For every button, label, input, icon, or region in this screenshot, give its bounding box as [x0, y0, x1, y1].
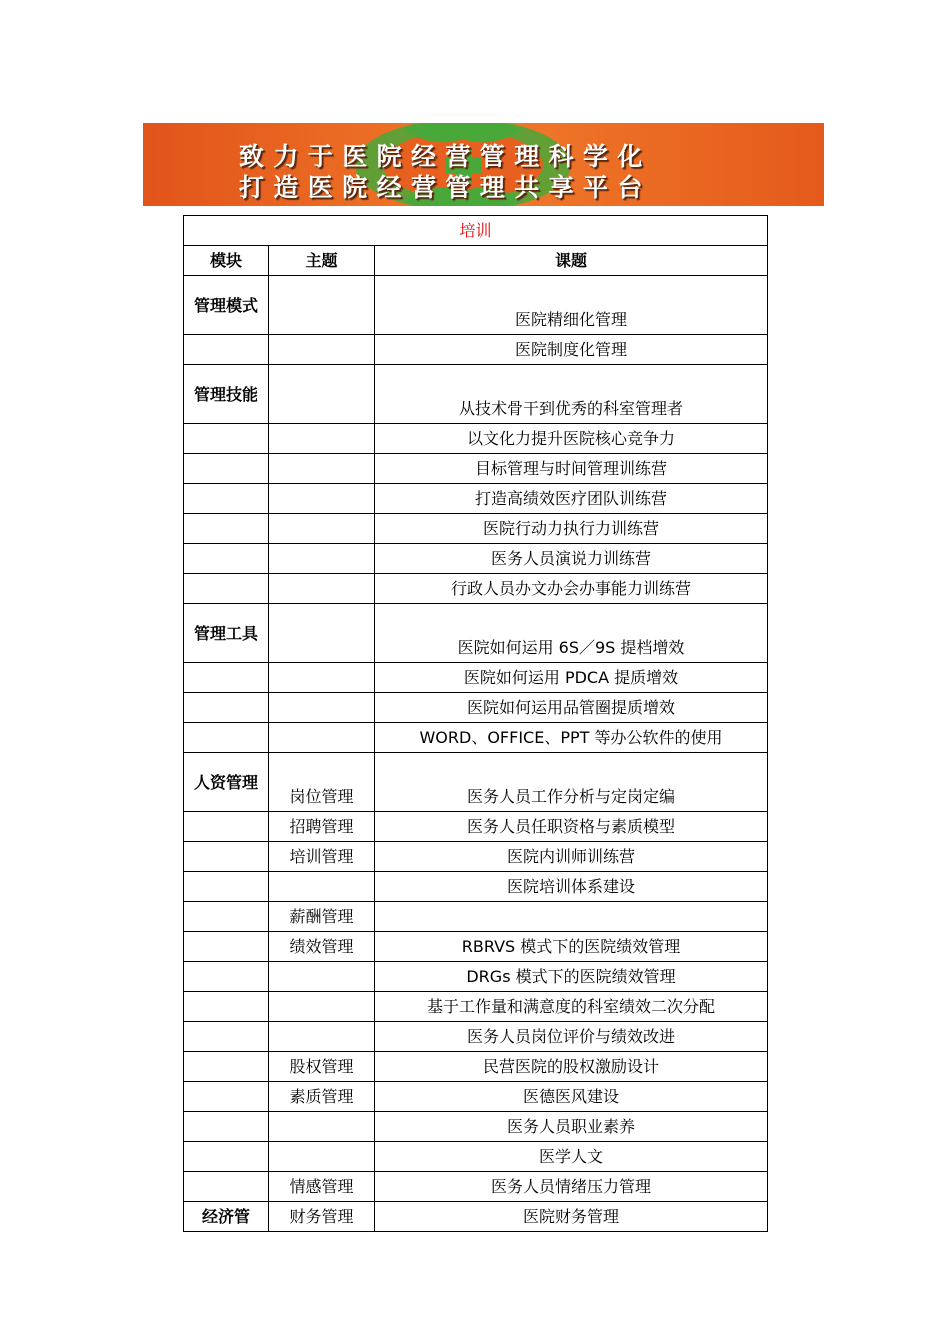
table-row	[184, 1142, 768, 1172]
theme-cell: 财务管理	[269, 1202, 375, 1232]
course-cell: 医务人员工作分析与定岗定编	[375, 753, 768, 812]
course-cell: 医院如何运用 PDCA 提质增效	[375, 663, 768, 693]
module-cell	[184, 424, 269, 454]
table-row	[184, 604, 768, 663]
theme-cell	[269, 276, 375, 335]
module-cell	[184, 723, 269, 753]
table-row	[184, 872, 768, 902]
theme-cell	[269, 1112, 375, 1142]
table-row	[184, 1082, 768, 1112]
course-cell: 医院行动力执行力训练营	[375, 514, 768, 544]
module-cell	[184, 276, 269, 335]
table-row	[184, 1052, 768, 1082]
table-row	[184, 902, 768, 932]
module-cell	[184, 514, 269, 544]
theme-cell	[269, 604, 375, 663]
course-cell: 医院精细化管理	[375, 276, 768, 335]
theme-cell: 股权管理	[269, 1052, 375, 1082]
module-cell	[184, 574, 269, 604]
table-row	[184, 544, 768, 574]
module-cell	[184, 1112, 269, 1142]
module-cell	[184, 753, 269, 812]
table-row	[184, 454, 768, 484]
course-cell: 医院培训体系建设	[375, 872, 768, 902]
theme-cell	[269, 574, 375, 604]
theme-cell	[269, 693, 375, 723]
table-row	[184, 424, 768, 454]
course-cell: 医院内训师训练营	[375, 842, 768, 872]
module-cell	[184, 812, 269, 842]
module-cell	[184, 365, 269, 424]
course-cell: 医务人员任职资格与素质模型	[375, 812, 768, 842]
table-row	[184, 663, 768, 693]
module-cell	[184, 1142, 269, 1172]
header-theme: 主题	[269, 246, 375, 276]
course-cell: 行政人员办文办会办事能力训练营	[375, 574, 768, 604]
course-cell: 以文化力提升医院核心竞争力	[375, 424, 768, 454]
banner-slogan-2: 打造医院经营管理共享平台	[239, 173, 652, 202]
theme-cell	[269, 723, 375, 753]
theme-cell: 情感管理	[269, 1172, 375, 1202]
theme-cell: 素质管理	[269, 1082, 375, 1112]
table-row	[184, 723, 768, 753]
theme-cell	[269, 992, 375, 1022]
theme-cell	[269, 663, 375, 693]
theme-cell	[269, 335, 375, 365]
table-row	[184, 514, 768, 544]
theme-cell	[269, 514, 375, 544]
module-cell	[184, 484, 269, 514]
header-module: 模块	[184, 246, 269, 276]
module-cell	[184, 663, 269, 693]
header-banner	[143, 123, 824, 206]
table-row	[184, 1022, 768, 1052]
module-label: 经济管	[201, 1207, 250, 1226]
table-row	[184, 574, 768, 604]
module-cell	[184, 1052, 269, 1082]
course-cell: 基于工作量和满意度的科室绩效二次分配	[375, 992, 768, 1022]
theme-cell	[269, 424, 375, 454]
course-cell: DRGs 模式下的医院绩效管理	[375, 962, 768, 992]
module-cell	[184, 1172, 269, 1202]
theme-cell	[269, 872, 375, 902]
course-cell: 医德医风建设	[375, 1082, 768, 1112]
table-row	[184, 932, 768, 962]
course-cell: 医学人文	[375, 1142, 768, 1172]
theme-cell	[269, 1142, 375, 1172]
course-cell: 医务人员职业素养	[375, 1112, 768, 1142]
module-cell	[184, 693, 269, 723]
course-cell: 医务人员演说力训练营	[375, 544, 768, 574]
header-course: 课题	[375, 246, 768, 276]
course-cell: 医务人员岗位评价与绩效改进	[375, 1022, 768, 1052]
table-row	[184, 1112, 768, 1142]
course-cell: RBRVS 模式下的医院绩效管理	[375, 932, 768, 962]
course-cell: 目标管理与时间管理训练营	[375, 454, 768, 484]
module-label: 人资管理	[194, 772, 259, 792]
table-row	[184, 812, 768, 842]
module-cell	[184, 992, 269, 1022]
course-cell: 医院制度化管理	[375, 335, 768, 365]
table-row	[184, 276, 768, 335]
module-cell	[184, 962, 269, 992]
module-cell	[184, 932, 269, 962]
theme-cell: 岗位管理	[269, 753, 375, 812]
banner-slogan-1: 致力于医院经营管理科学化	[239, 142, 652, 171]
theme-cell	[269, 962, 375, 992]
table-row	[184, 753, 768, 812]
module-label: 管理工具	[194, 623, 259, 643]
course-cell: WORD、OFFICE、PPT 等办公软件的使用	[375, 723, 768, 753]
theme-cell: 培训管理	[269, 842, 375, 872]
course-cell: 民营医院的股权激励设计	[375, 1052, 768, 1082]
table-row	[184, 484, 768, 514]
theme-cell: 绩效管理	[269, 932, 375, 962]
table-title: 培训	[184, 216, 768, 246]
module-cell	[184, 902, 269, 932]
module-cell	[184, 544, 269, 574]
table-row	[184, 842, 768, 872]
course-cell: 医院财务管理	[375, 1202, 768, 1232]
table-row	[184, 1202, 768, 1232]
table-row	[184, 992, 768, 1022]
module-cell	[184, 1202, 269, 1232]
module-cell	[184, 604, 269, 663]
course-cell: 医院如何运用品管圈提质增效	[375, 693, 768, 723]
module-cell	[184, 872, 269, 902]
course-cell: 医院如何运用 6S／9S 提档增效	[375, 604, 768, 663]
theme-cell	[269, 454, 375, 484]
table-row	[184, 1172, 768, 1202]
table-row	[184, 335, 768, 365]
module-cell	[184, 1082, 269, 1112]
module-cell	[184, 1022, 269, 1052]
course-cell: 打造高绩效医疗团队训练营	[375, 484, 768, 514]
theme-cell	[269, 484, 375, 514]
table-row	[184, 962, 768, 992]
table-row	[184, 693, 768, 723]
theme-cell	[269, 544, 375, 574]
theme-cell	[269, 1022, 375, 1052]
module-label: 管理模式	[194, 295, 259, 315]
course-cell: 从技术骨干到优秀的科室管理者	[375, 365, 768, 424]
module-cell	[184, 842, 269, 872]
training-table	[183, 215, 768, 1232]
module-label: 管理技能	[194, 384, 259, 404]
course-cell: 医务人员情绪压力管理	[375, 1172, 768, 1202]
module-cell	[184, 454, 269, 484]
theme-cell: 招聘管理	[269, 812, 375, 842]
table-row	[184, 365, 768, 424]
theme-cell: 薪酬管理	[269, 902, 375, 932]
course-cell	[375, 902, 768, 932]
theme-cell	[269, 365, 375, 424]
module-cell	[184, 335, 269, 365]
